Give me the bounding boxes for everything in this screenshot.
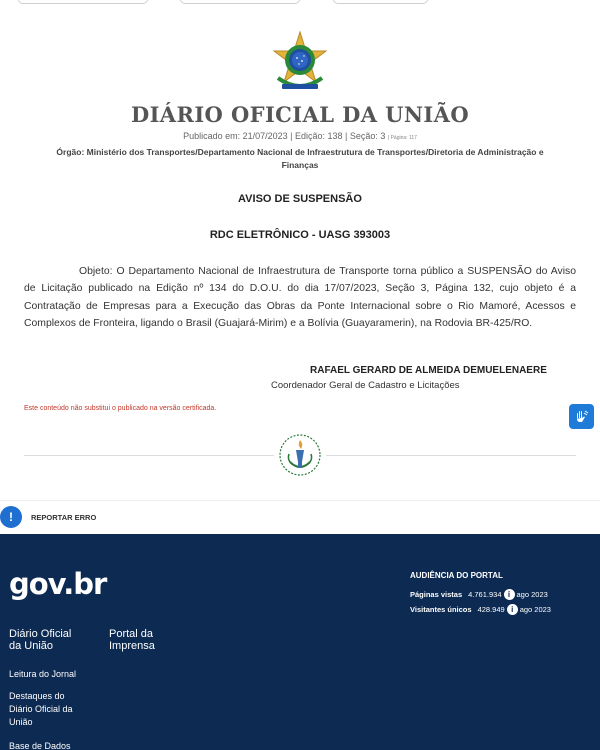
footer-column-title: Diário Oficial	[9, 628, 72, 640]
page-views-since: ago 2023	[516, 590, 548, 599]
footer-column-title: Portal da	[109, 628, 154, 640]
footer-link-destaques[interactable]: Destaques do	[9, 691, 65, 701]
article-body: Objeto: O Departamento Nacional de Infraestrutura de Transporte torna público a SUSPENSÃO do Aviso de Licitação publicado na Edição nº 134 do D.O.U. do dia 17/07/2023, Seção 3, Página 132, cujo objeto é a Contratação de Empresas para a Execução das Obras da Ponte Internacional sobre o Rio Mamoré, Acessos e Complexos de Fronteira, ligando o Brasil (Guajará-Mirim) e a Bolívia (Guayaramerin), na Rodovia BR-425/RO.	[24, 266, 576, 329]
accessibility-libras-button[interactable]	[569, 404, 594, 429]
visitors-since: ago 2023	[519, 605, 551, 614]
imprensa-nacional-emblem-icon	[277, 432, 323, 478]
article-heading: AVISO DE SUSPENSÃO	[238, 193, 362, 205]
footer-column-imprensa[interactable]	[109, 628, 155, 652]
footer-column-dou[interactable]	[9, 628, 71, 652]
top-tab[interactable]	[180, 0, 300, 4]
page-views-value: 4.761.934	[468, 590, 502, 599]
top-tab-strip	[0, 0, 600, 6]
signer-role: Coordenador Geral de Cadastro e Licitações	[271, 380, 460, 391]
page-reference: | Página: 117	[387, 135, 417, 141]
footer-column-title: da União	[9, 640, 54, 652]
info-icon[interactable]: i	[504, 589, 515, 600]
footer-link-base-de-dados[interactable]: Base de Dados	[9, 741, 71, 750]
footer-link-destaques[interactable]: Diário Oficial da	[9, 704, 73, 714]
govbr-logo[interactable]: gov.br	[9, 567, 107, 601]
footer-link-destaques[interactable]: União	[9, 717, 33, 727]
page-views-label: Páginas vistas	[410, 590, 463, 599]
certified-version-disclaimer: Este conteúdo não substitui o publicado na versão certificada.	[24, 405, 217, 412]
publication-info	[0, 131, 600, 141]
info-icon[interactable]: i	[507, 604, 518, 615]
sign-language-hands-icon	[574, 409, 590, 425]
divider	[24, 455, 274, 456]
top-tab[interactable]	[18, 0, 148, 4]
article-subheading: RDC ELETRÔNICO - UASG 393003	[209, 229, 391, 241]
divider	[326, 455, 576, 456]
top-tab[interactable]	[333, 0, 428, 4]
visitors-label: Visitantes únicos	[410, 605, 472, 614]
visitors-stat	[410, 604, 551, 615]
report-error-icon[interactable]: !	[0, 506, 22, 528]
signer-name: RAFAEL GERARD DE ALMEIDA DEMUELENAERE	[310, 365, 547, 376]
audience-title: AUDIÊNCIA DO PORTAL	[410, 571, 503, 580]
footer-link-leitura[interactable]: Leitura do Jornal	[9, 669, 77, 679]
page-title: DIÁRIO OFICIAL DA UNIÃO	[130, 102, 470, 127]
report-error-link[interactable]: REPORTAR ERRO	[31, 513, 97, 522]
page-views-stat	[410, 589, 548, 600]
brazil-coat-of-arms-icon	[270, 30, 330, 94]
visitors-value: 428.949	[477, 605, 505, 614]
footer-column-title: Imprensa	[109, 640, 155, 652]
publication-details: Publicado em: 21/07/2023 | Edição: 138 | Seção: 3	[183, 131, 386, 141]
orgao-text: Órgão: Ministério dos Transportes/Departamento Nacional de Infraestrutura de Transportes/Diretoria de Administração e Finanças	[56, 147, 544, 170]
